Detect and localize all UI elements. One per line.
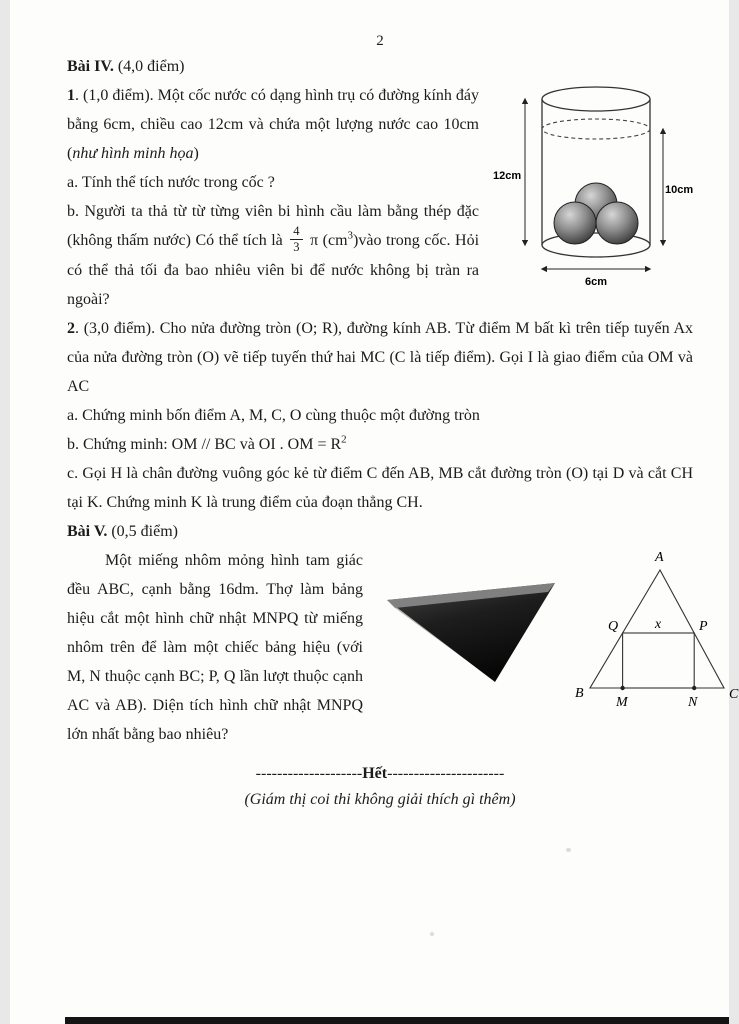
bai5-points: (0,5 điểm) <box>107 523 178 541</box>
q2b-pre: b. Chứng minh: OM // BC và OI . OM = R <box>67 436 342 454</box>
exam-page <box>10 0 739 1024</box>
dashes-right: ---------------------- <box>387 765 505 783</box>
vertex-c-label: C <box>729 687 739 703</box>
triangle-abc-drawing <box>574 548 739 718</box>
end-marker <box>67 761 693 787</box>
cylinder-figure <box>493 83 693 291</box>
proctor-note: (Giám thị coi thi không giải thích gì thêm) <box>244 791 516 809</box>
bai4-q2-part-a: a. Chứng minh bốn điểm A, M, C, O cùng thuộc một đường tròn <box>67 407 480 425</box>
point-p-label: P <box>699 619 708 635</box>
page-number: 2 <box>376 33 384 49</box>
point-n-label: N <box>688 695 698 711</box>
vertex-b-label: B <box>575 686 584 702</box>
q1-number: 1 <box>67 87 75 104</box>
q1-intro-close: ) <box>193 145 199 162</box>
bai4-q2-part-c: c. Gọi H là chân đường vuông góc kẻ từ điểm C đến AB, MB cắt đường tròn (O) tại D và cắt CH tại K. Chứng minh K là trung điểm của đoạn thẳng CH. <box>67 465 693 512</box>
water-height-label: 10cm <box>665 184 694 196</box>
fraction-four-thirds <box>290 224 302 254</box>
triangle-diagram <box>574 548 739 723</box>
segment-x-label: x <box>654 617 662 633</box>
q2-intro-text: . (3,0 điểm). Cho nửa đường tròn (O; R), đường kính AB. Từ điểm M bất kì trên tiếp tuyến Ax của nửa đường tròn (O) vẽ tiếp tuyến thứ hai MC (C là tiếp điểm). Gọi I là giao điểm của OM và AC <box>67 320 693 396</box>
cylinder-height-label: 12cm <box>493 170 522 182</box>
fraction-denominator: 3 <box>293 239 300 254</box>
diameter-label: 6cm <box>585 276 608 288</box>
point-q-label: Q <box>608 619 619 635</box>
bai5-heading <box>67 517 693 546</box>
bai4-points: (4,0 điểm) <box>113 58 185 75</box>
bai4-title: Bài IV. <box>67 58 114 75</box>
aluminium-triangle-drawing <box>385 580 560 688</box>
point-m-label: M <box>616 695 628 711</box>
vertex-a-label: A <box>655 550 664 566</box>
bai4-q2-intro <box>67 314 693 401</box>
scan-bottom-edge <box>65 1017 729 1024</box>
aluminium-piece-photo <box>385 580 560 693</box>
page-content <box>10 0 739 813</box>
bai5-title: Bài V. <box>67 523 108 541</box>
scan-speck <box>566 848 571 852</box>
q2-number: 2 <box>67 320 75 338</box>
scan-speck <box>430 932 434 936</box>
cylinder-drawing <box>493 83 693 291</box>
water-level-line <box>542 119 650 139</box>
bai4-q2-part-b <box>67 430 693 459</box>
rectangle-mnpq <box>623 633 695 688</box>
q1b-post: )vào trong cốc. Hỏi có thể thả tối đa bao nhiêu viên bi để nước không bị tràn ra ngoài? <box>67 232 480 309</box>
bai4-heading <box>67 52 693 81</box>
q1b-mid: π (cm <box>305 232 348 249</box>
q1b-cm-exponent: 3 <box>347 229 354 242</box>
q1-intro-italic: như hình minh họa <box>72 145 194 162</box>
bai4-q1-part-a: a. Tính thể tích nước trong cốc ? <box>67 174 275 191</box>
q1-intro-text: . (1,0 điểm). Một cốc nước có dạng hình trụ có đường kính đáy bằng 6cm, chiều cao 12cm và chứa một lượng nước cao 10cm ( <box>67 87 479 162</box>
q2b-r-exponent: 2 <box>341 433 347 446</box>
fraction-numerator: 4 <box>290 224 302 239</box>
marbles <box>554 183 638 244</box>
het-label: Hết <box>362 765 388 783</box>
dashes-left: -------------------- <box>255 765 363 783</box>
q1b-pre: b. Người ta thả từ từ từng viên bi hình cầu làm bằng thép đặc (không thấm nước) Có thể tích là <box>67 203 479 249</box>
bai5-body: Một miếng nhôm mỏng hình tam giác đều ABC, cạnh bằng 16dm. Thợ làm bảng hiệu cắt một hình chữ nhật MNPQ từ miếng nhôm trên để làm một chiếc bảng hiệu (với M, N thuộc cạnh BC; P, Q lần lượt thuộc cạnh AC và AB). Diện tích hình chữ nhật MNPQ lớn nhất bằng bao nhiêu? <box>67 552 363 744</box>
bai5-row <box>67 546 739 749</box>
